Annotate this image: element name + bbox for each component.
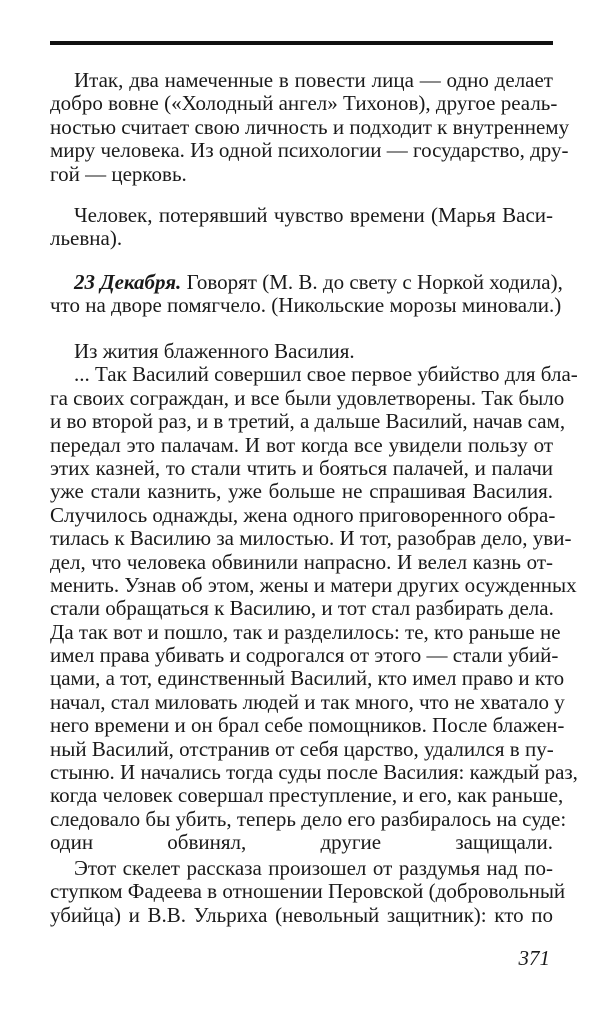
paragraph-vasily	[50, 339, 578, 878]
text-line: гой — церковь.	[50, 161, 187, 186]
text-line: Человек, потерявший чувство времени (Марья Васи-	[74, 203, 553, 227]
text-line: тилась к Василию за милостью. И тот, разобрав дело, уви-	[50, 526, 572, 551]
paragraph-skeleton	[50, 856, 566, 927]
text-line: добро вовне («Холодный ангел» Тихонов), другое реаль-	[50, 91, 558, 116]
entry-date: 23 Декабря.	[74, 270, 182, 294]
text-line: миру человека. Из одной психологии — государство, дру-	[50, 138, 569, 163]
text-line: менить. Узнав об этом, жены и матери других осужденных	[50, 572, 577, 597]
text-line: ... Так Василий совершил свое первое убийство для бла-	[74, 362, 578, 387]
text-line: и во второй раз, и в третий, а дальше Василий, начав сам,	[50, 409, 566, 434]
text-line: дел, что человека обвинили напрасно. И велел казнь от-	[50, 549, 553, 574]
text-line: Итак, два намеченные в повести лица — одно делает	[74, 68, 553, 92]
text-line: стыню. И начались тогда суды после Василия: каждый раз,	[50, 760, 578, 785]
text-line: льевна).	[50, 226, 123, 251]
text-line: начал, стал миловать людей и так много, что не хватало у	[50, 689, 565, 714]
text-line: ступком Фадеева в отношении Перовской (добровольный	[50, 879, 566, 904]
text-line: когда человек совершал преступление, и его, как раньше,	[50, 783, 564, 808]
text-line: Этот скелет рассказа произошел от раздумья над по-	[74, 856, 553, 880]
text-line: га своих сограждан, и все были удовлетворены. Так было	[50, 385, 565, 410]
text-line: стали обращаться к Василию, и тот стал разбирать дела.	[50, 596, 554, 621]
text-line: передал это палачам. И вот когда все увидели пользу от	[50, 432, 553, 457]
top-rule	[50, 41, 553, 45]
text-line: имел права убивать и содрогался от этого — стали убий-	[50, 643, 559, 668]
text-line: ный Василий, отстранив от себя царство, удалился в пу-	[50, 736, 554, 761]
text-line: Да так вот и пошло, так и разделилось: те, кто раньше не	[50, 619, 561, 644]
paragraph-two-faces	[50, 68, 570, 186]
text-line: что на дворе помягчело. (Никольские морозы миновали.)	[50, 293, 562, 318]
entry-text: Говорят (М. В. до свету с Норкой ходила),	[181, 270, 563, 294]
text-line: Из жития блаженного Василия.	[74, 339, 355, 363]
text-line: один обвинял, другие защищали.	[50, 830, 553, 855]
text-line: ностью считает свою личность и подходит к внутреннему	[50, 114, 570, 139]
text-line	[50, 270, 563, 294]
paragraph-lost-time	[50, 204, 553, 251]
text-line: Случилось однажды, жена одного приговоренного обра-	[50, 502, 556, 527]
text-line: уже стали казнить, уже больше не спрашивая Василия.	[50, 479, 553, 504]
text-line: следовало бы убить, теперь дело его разбиралось на суде:	[50, 806, 567, 831]
text-line: него времени и он брал себе помощников. После блажен-	[50, 713, 565, 738]
text-line: убийца) и В.В. Ульриха (невольный защитник): кто по	[50, 902, 553, 927]
page-number: 371	[518, 946, 550, 970]
paragraph-december-entry	[50, 270, 563, 318]
text-line: цами, а тот, единственный Василий, кто имел право и кто	[50, 666, 565, 691]
text-line: этих казней, то стали чтить и бояться палачей, и палачи	[50, 455, 553, 480]
